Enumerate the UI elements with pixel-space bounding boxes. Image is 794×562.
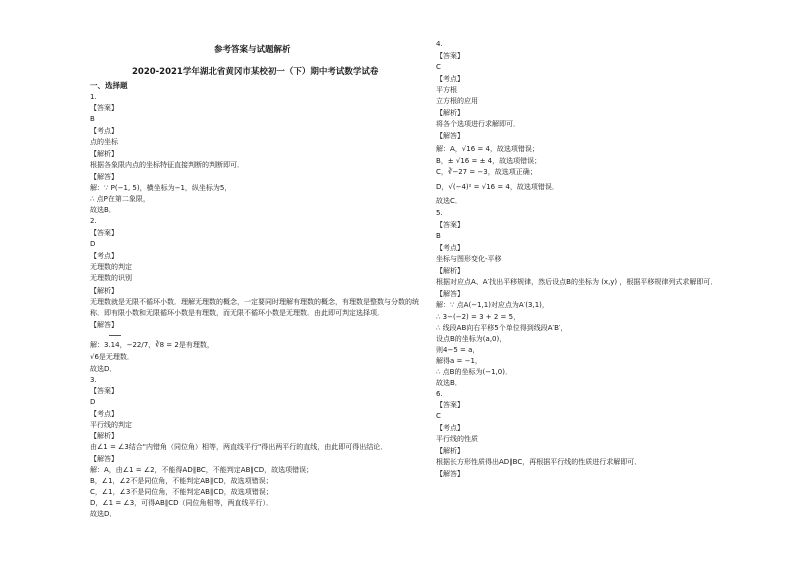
left-text-line: 【答案】 xyxy=(90,229,118,237)
left-text-line: 【考点】 xyxy=(90,252,118,260)
section-heading: 一、选择题 xyxy=(90,81,128,90)
left-text-line: 解：∵ P(−1, 5)，横坐标为−1，纵坐标为5， xyxy=(90,184,232,192)
left-text-line: 【解答】 xyxy=(90,321,118,329)
right-text-line: 故选B． xyxy=(436,379,462,387)
left-text-line: 无理数就是无限不循环小数．理解无理数的概念，一定要同时理解有理数的概念，有理数是整数与分数的统 xyxy=(90,298,419,306)
right-text-line: 6. xyxy=(436,390,443,398)
fraction-bar xyxy=(109,335,121,336)
right-text-line: 将各个选项进行求解即可． xyxy=(436,120,520,128)
right-text-line: 【解析】 xyxy=(436,109,464,117)
left-text-line: 根据各象限内点的坐标特征直接判断的判断即可． xyxy=(90,161,244,169)
left-text-line: 【考点】 xyxy=(90,127,118,135)
right-text-line: 【考点】 xyxy=(436,424,464,432)
left-text-line: 【答案】 xyxy=(90,387,118,395)
right-text-line: 平行线的性质 xyxy=(436,435,478,443)
left-text-line: 3. xyxy=(90,376,97,384)
left-text-line: 故选B． xyxy=(90,206,116,214)
right-text-line: C xyxy=(436,63,441,71)
right-text-line: 【答案】 xyxy=(436,221,464,229)
left-text-line: 由∠1 = ∠3结合"内错角（同位角）相等，两直线平行"得出两平行的直线，由此即可得出结论． xyxy=(90,443,388,451)
left-text-line: 点的坐标 xyxy=(90,138,118,146)
left-text-line: 解：A，由∠1 = ∠2，不能得AD∥BC，不能判定AB∥CD，故选项错误； xyxy=(90,466,314,474)
right-text-line: D，√(−4)² = √16 = 4，故选项错误． xyxy=(436,183,559,191)
right-text-line: ∴ 点B的坐标为(−1,0)． xyxy=(436,368,512,376)
right-text-line: 解：∵ 点A(−1,1)对应点为A′(3,1)， xyxy=(436,301,549,309)
left-text-line: 平行线的判定 xyxy=(90,421,132,429)
right-text-line: B xyxy=(436,232,441,240)
exam-title: 2020-2021学年湖北省黄冈市某校初一（下）期中考试数学试卷 xyxy=(132,67,379,77)
answer-header: 参考答案与试题解析 xyxy=(214,45,291,55)
left-text-line: 称．即有限小数和无限循环小数是有理数，而无限不循环小数是无理数．由此即可判定选择项． xyxy=(90,309,384,317)
right-text-line: 4. xyxy=(436,40,443,48)
left-text-line: D，∠1 = ∠3，可得AB∥CD（同位角相等，两直线平行）． xyxy=(90,499,274,507)
left-text-line: 1. xyxy=(90,93,97,101)
left-text-line: B xyxy=(90,115,95,123)
right-text-line: 根据对应点A、A′找出平移规律，然后设点B的坐标为 (x,y) ，根据平移规律列式求解即可． xyxy=(436,278,718,286)
right-text-line: 平方根 xyxy=(436,86,457,94)
left-text-line: √6是无理数． xyxy=(90,353,134,361)
right-text-line: 坐标与图形变化-平移 xyxy=(436,255,502,263)
left-text-line: 【解析】 xyxy=(90,432,118,440)
left-text-line: 解：3.14，−22/7，∛8 = 2是有理数， xyxy=(90,341,214,349)
right-text-line: 【解答】 xyxy=(436,132,464,140)
left-text-line: D xyxy=(90,398,96,406)
left-text-line: D xyxy=(90,240,96,248)
left-text-line: 【考点】 xyxy=(90,410,118,418)
left-text-line: 无理数的识别 xyxy=(90,274,132,282)
left-text-line: 【答案】 xyxy=(90,104,118,112)
right-text-line: 根据长方形性质得出AD∥BC，再根据平行线的性质进行求解即可． xyxy=(436,458,642,466)
left-text-line: 【解答】 xyxy=(90,455,118,463)
right-text-line: ∴ 线段AB向右平移5个单位得到线段A′B′， xyxy=(436,324,568,332)
right-text-line: 故选C． xyxy=(436,197,462,205)
left-text-line: 【解答】 xyxy=(90,173,118,181)
right-text-line: 【考点】 xyxy=(436,75,464,83)
left-text-line: ∴ 点P在第二象限， xyxy=(90,195,150,203)
left-text-line: 故选D． xyxy=(90,510,117,518)
left-text-line: 【解析】 xyxy=(90,287,118,295)
left-text-line: 故选D． xyxy=(90,365,117,373)
right-text-line: C，∛−27 = −3，故选项正确； xyxy=(436,168,537,176)
right-text-line: 5. xyxy=(436,209,443,217)
right-text-line: ∴ 3−(−2) = 3 + 2 = 5， xyxy=(436,313,521,321)
left-text-line: C，∠1，∠3不是同位角，不能判定AB∥CD，故选项错误； xyxy=(90,488,273,496)
left-text-line: 2. xyxy=(90,217,97,225)
right-text-line: 【答案】 xyxy=(436,52,464,60)
right-text-line: 则4−5 = a， xyxy=(436,346,480,354)
right-text-line: 设点B的坐标为(a,0)， xyxy=(436,335,507,343)
right-text-line: 立方根的应用 xyxy=(436,97,478,105)
right-text-line: 解得a = −1， xyxy=(436,357,482,365)
left-text-line: B，∠1，∠2不是同位角，不能判定AB∥CD，故选项错误； xyxy=(90,477,273,485)
right-text-line: C xyxy=(436,412,441,420)
right-text-line: 解：A，√16 = 4，故选项错误； xyxy=(436,145,539,153)
right-text-line: 【考点】 xyxy=(436,244,464,252)
left-text-line: 【解析】 xyxy=(90,150,118,158)
right-text-line: 【解析】 xyxy=(436,267,464,275)
right-text-line: 【解答】 xyxy=(436,470,464,478)
right-text-line: 【解析】 xyxy=(436,447,464,455)
right-text-line: 【解答】 xyxy=(436,290,464,298)
right-text-line: B，± √16 = ± 4，故选项错误； xyxy=(436,157,542,165)
left-text-line: 无理数的判定 xyxy=(90,263,132,271)
right-text-line: 【答案】 xyxy=(436,401,464,409)
